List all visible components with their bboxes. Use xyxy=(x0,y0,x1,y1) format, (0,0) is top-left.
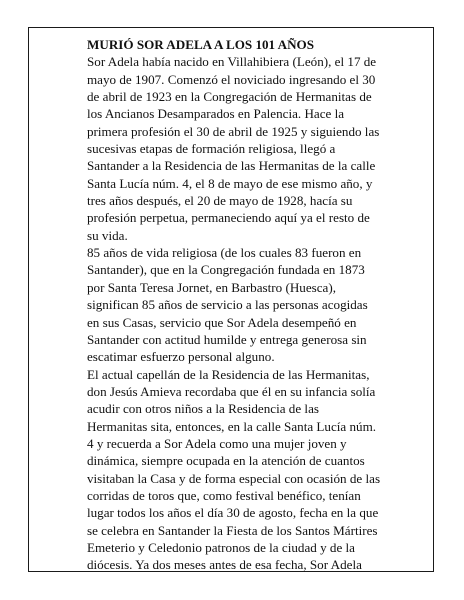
article-column xyxy=(87,36,432,574)
article-line: significan 85 años de servicio a las personas acogidas xyxy=(87,297,368,313)
article-line: El actual capellán de la Residencia de las Hermanitas, xyxy=(87,366,370,382)
article-line: visitaban la Casa y de forma especial con ocasión de las xyxy=(87,470,381,486)
article-line: Santa Lucía núm. 4, el 8 de mayo de ese mismo año, y xyxy=(87,175,373,191)
article-line: profesión perpetua, permaneciendo aquí ya el resto de xyxy=(87,210,370,226)
article-line: Hermanitas sita, entonces, en la calle Santa Lucía núm. xyxy=(87,418,377,434)
article-line: mayo de 1907. Comenzó el noviciado ingresando el 30 xyxy=(87,71,376,87)
article-line: su vida. xyxy=(87,227,128,243)
article-line: 4 y recuerda a Sor Adela como una mujer joven y xyxy=(87,435,347,451)
article-line: Sor Adela había nacido en Villahibiera (León), el 17 de xyxy=(87,54,377,70)
article-line: tres años después, el 20 de mayo de 1928, hacía su xyxy=(87,193,353,209)
article-line: se celebra en Santander la Fiesta de los Santos Mártires xyxy=(87,522,378,538)
article-line: Santander), que en la Congregación fundada en 1873 xyxy=(87,262,365,278)
article-line: lugar todos los años el día 30 de agosto, fecha en la que xyxy=(87,505,379,521)
article-line: Santander con actitud humilde y entrega generosa sin xyxy=(87,331,367,347)
article-line: escatimar esfuerzo personal alguno. xyxy=(87,349,275,365)
article-line: don Jesús Amieva recordaba que él en su infancia solía xyxy=(87,383,376,399)
article-line: Emeterio y Celedonio patronos de la ciudad y de la xyxy=(87,539,355,555)
article-line: sucesivas etapas de formación religiosa, llegó a xyxy=(87,141,336,157)
article-line: acudir con otros niños a la Residencia de las xyxy=(87,401,319,417)
article-line: Santander a la Residencia de las Hermanitas de la calle xyxy=(87,158,376,174)
article-line: corridas de toros que, como festival benéfico, tenían xyxy=(87,487,361,503)
article-line: diócesis. Ya dos meses antes de esa fecha, Sor Adela xyxy=(87,557,362,573)
article-line: dinámica, siempre ocupada en la atención de cuantos xyxy=(87,453,365,469)
article-line: en sus Casas, servicio que Sor Adela desempeñó en xyxy=(87,314,357,330)
article-line: de abril de 1923 en la Congregación de Hermanitas de xyxy=(87,89,372,105)
article-line: por Santa Teresa Jornet, en Barbastro (Huesca), xyxy=(87,279,336,295)
article-line: 85 años de vida religiosa (de los cuales 83 fueron en xyxy=(87,245,362,261)
article-line: primera profesión el 30 de abril de 1925 y siguiendo las xyxy=(87,123,380,139)
article-line: los Ancianos Desamparados en Palencia. Hace la xyxy=(87,106,345,122)
article-title: MURIÓ SOR ADELA A LOS 101 AÑOS xyxy=(87,37,315,52)
